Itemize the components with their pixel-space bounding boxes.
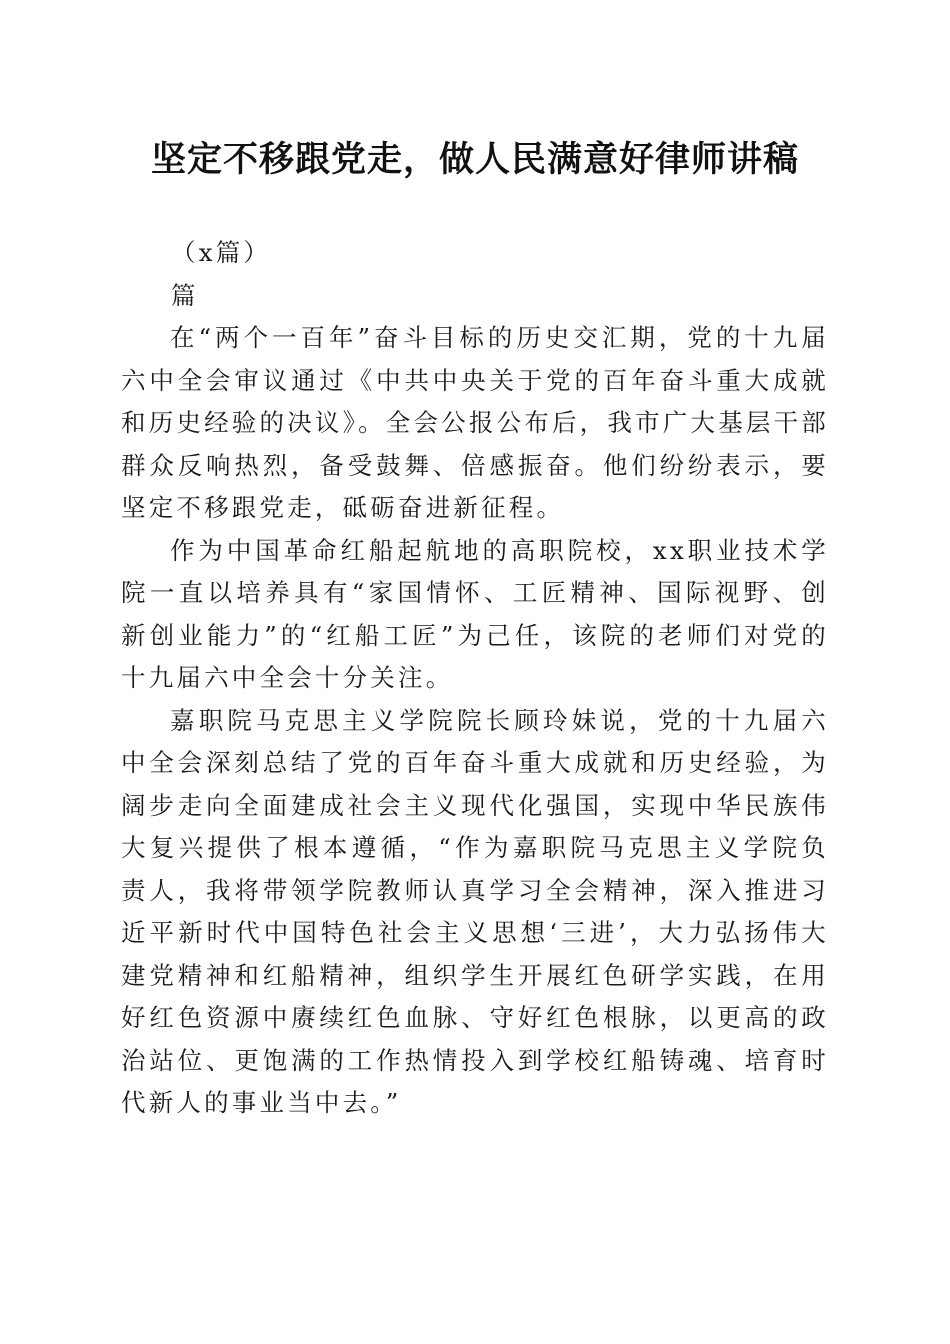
- paragraph-2: 作为中国革命红船起航地的高职院校，xx职业技术学院一直以培养具有“家国情怀、工匠精神、国际视野、创新创业能力”的“红船工匠”为己任，该院的老师们对党的十九届六中全会十分关注。: [121, 535, 829, 692]
- document-title: 坚定不移跟党走，做人民满意好律师讲稿: [150, 139, 799, 180]
- document-body: [121, 232, 829, 1125]
- section-label: 篇: [171, 280, 199, 310]
- paragraph-1: 在“两个一百年”奋斗目标的历史交汇期，党的十九届六中全会审议通过《中共中央关于党的百年奋斗重大成就和历史经验的决议》。全会公报公布后，我市广大基层干部群众反响热烈，备受鼓舞、倍感振奋。他们纷纷表示，要坚定不移跟党走，砥砺奋进新征程。: [121, 323, 829, 522]
- document-subtitle: （x篇）: [171, 238, 272, 267]
- paragraph-3: 嘉职院马克思主义学院院长顾玲妹说，党的十九届六中全会深刻总结了党的百年奋斗重大成就和历史经验，为阔步走向全面建成社会主义现代化强国，实现中华民族伟大复兴提供了根本遵循，“作为嘉职院马克思主义学院负责人，我将带领学院教师认真学习全会精神，深入推进习近平新时代中国特色社会主义思想‘三进’，大力弘扬伟大建党精神和红船精神，组织学生开展红色研学实践，在用好红色资源中赓续红色血脉、守好红色根脉，以更高的政治站位、更饱满的工作热情投入到学校红船铸魂、培育时代新人的事业当中去。”: [121, 705, 829, 1117]
